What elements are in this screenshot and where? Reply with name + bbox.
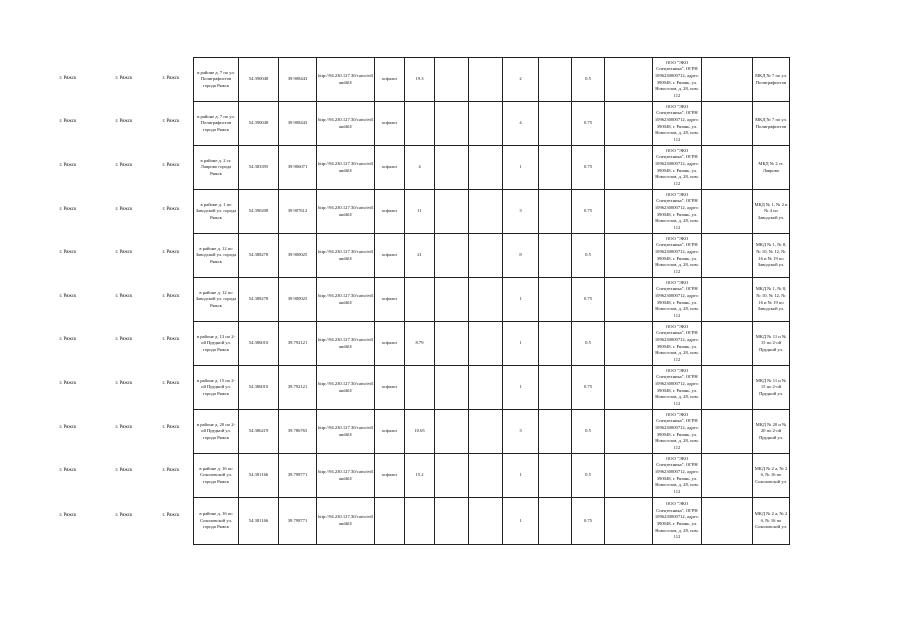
container-volume-cell: 0.5	[572, 322, 605, 366]
container-volume-cell: 0.5	[572, 454, 605, 498]
region-cell: г. Ряжск	[115, 293, 133, 299]
region-cell: г. Ряжск	[115, 75, 133, 81]
waste-source-cell: МКД № 1, № 2 и № 4 по Заводской ул.	[753, 190, 790, 234]
region-cell: г. Ряжск	[59, 293, 77, 299]
empty-cell	[702, 322, 753, 366]
container-count-cell: 1	[503, 366, 539, 410]
empty-cell	[539, 410, 572, 454]
empty-cell	[469, 58, 503, 102]
container-volume-cell: 0.75	[572, 146, 605, 190]
longitude-cell: 39.906071	[279, 146, 317, 190]
region-cell: г. Ряжск	[59, 119, 77, 125]
container-volume-cell: 0.75	[572, 190, 605, 234]
empty-cell	[435, 498, 469, 545]
surface-cell	[375, 498, 405, 545]
latitude-cell: 54.390048	[239, 102, 279, 146]
empty-cell	[469, 102, 503, 146]
container-count-cell: 1	[503, 146, 539, 190]
address-cell: в районе д. 2 ст. Лаврово города Ряжск	[194, 146, 239, 190]
container-volume-cell: 0.75	[572, 278, 605, 322]
surface-cell: асфальт	[375, 322, 405, 366]
table-row	[194, 102, 790, 146]
table-row	[194, 278, 790, 322]
longitude-cell: 39.907612	[279, 190, 317, 234]
empty-cell	[469, 454, 503, 498]
waste-source-cell: МКД № 1, № 8, № 10, № 12, № 16 и № 19 по Заводской ул.	[753, 234, 790, 278]
region-cell: г. Ряжск	[59, 75, 77, 81]
waste-source-cell: МКД № 1, № 8, № 10, № 12, № 16 и № 19 по Заводской ул.	[753, 278, 790, 322]
surface-cell: асфальт	[375, 410, 405, 454]
surface-cell: асфальт	[375, 278, 405, 322]
region-cell: г. Ряжск	[162, 293, 180, 299]
address-cell: в районе д. 7 по ул. Полиграфистов города Ряжск	[194, 58, 239, 102]
empty-cell	[435, 322, 469, 366]
owner-cell: ООО "ЭКО Спецтехника", ОГРН 1096230000712, адрес: 390048, г. Рязань, ул. Новоселов, д. 28, пом. 112	[653, 278, 702, 322]
table-row	[194, 366, 790, 410]
empty-cell	[539, 498, 572, 545]
area-cell: 11	[405, 190, 435, 234]
owner-cell: ООО "ЭКО Спецтехника", ОГРН 1096230000712, адрес: 390048, г. Рязань, ул. Новоселов, д. 28, пом. 112	[653, 498, 702, 545]
empty-cell	[702, 498, 753, 545]
map-link-cell: http://94.230.127.30/carto/edlandfill/	[317, 498, 375, 545]
container-count-cell: 1	[503, 278, 539, 322]
latitude-cell: 54.381166	[239, 498, 279, 545]
container-volume-cell: 0.5	[572, 410, 605, 454]
longitude-cell: 39.786765	[279, 410, 317, 454]
empty-cell	[605, 366, 653, 410]
waste-source-cell: МКД № 7 по ул. Полиграфистов	[753, 58, 790, 102]
longitude-cell: 39.792121	[279, 366, 317, 410]
empty-cell	[539, 58, 572, 102]
owner-cell: ООО "ЭКО Спецтехника", ОГРН 1096230000712, адрес: 390048, г. Рязань, ул. Новоселов, д. 28, пом. 112	[653, 146, 702, 190]
longitude-cell: 39.798771	[279, 454, 317, 498]
area-cell: 15.2	[405, 454, 435, 498]
longitude-cell: 39.900025	[279, 234, 317, 278]
address-cell: в районе д. 7 по ул. Полиграфистов города Ряжск	[194, 102, 239, 146]
container-count-cell: 1	[503, 498, 539, 545]
empty-cell	[435, 190, 469, 234]
empty-cell	[435, 410, 469, 454]
latitude-cell: 54.388278	[239, 234, 279, 278]
latitude-cell: 54.390208	[239, 190, 279, 234]
waste-source-cell: МКД № 11 и № 15 по 2-ой Прудной ул.	[753, 322, 790, 366]
empty-cell	[539, 102, 572, 146]
empty-cell	[469, 498, 503, 545]
container-volume-cell: 0.75	[572, 102, 605, 146]
empty-cell	[435, 234, 469, 278]
empty-cell	[435, 146, 469, 190]
table-row	[194, 498, 790, 545]
longitude-cell: 39.908443	[279, 102, 317, 146]
empty-cell	[702, 58, 753, 102]
region-cell: г. Ряжск	[59, 206, 77, 212]
table-row	[194, 190, 790, 234]
container-volume-cell: 0.5	[572, 234, 605, 278]
region-cell: г. Ряжск	[59, 381, 77, 386]
empty-cell	[702, 366, 753, 410]
empty-cell	[469, 190, 503, 234]
table-row	[194, 322, 790, 366]
empty-cell	[539, 322, 572, 366]
waste-source-cell: МКД № 2 ст. Лаврово	[753, 146, 790, 190]
empty-cell	[469, 146, 503, 190]
container-volume-cell: 0.75	[572, 366, 605, 410]
area-cell: 19.3	[405, 58, 435, 102]
region-cell: г. Ряжск	[162, 468, 180, 474]
surface-cell: асфальт	[375, 454, 405, 498]
table-row	[194, 146, 790, 190]
region-cell: г. Ряжск	[115, 381, 133, 386]
container-sites-table	[193, 57, 790, 545]
map-link-cell: http://94.230.127.30/carto/edlandfill/	[317, 146, 375, 190]
waste-source-cell: МКД № 11 и № 15 по 2-ой Прудной ул.	[753, 366, 790, 410]
empty-cell	[469, 322, 503, 366]
container-volume-cell: 0.5	[572, 58, 605, 102]
latitude-cell: 54.386010	[239, 322, 279, 366]
empty-cell	[605, 102, 653, 146]
table-row	[194, 410, 790, 454]
empty-cell	[435, 58, 469, 102]
region-cell: г. Ряжск	[59, 250, 77, 256]
empty-cell	[702, 278, 753, 322]
container-count-cell: 1	[503, 322, 539, 366]
empty-cell	[435, 454, 469, 498]
container-volume-cell: 0.75	[572, 498, 605, 545]
empty-cell	[469, 410, 503, 454]
surface-cell: асфальт	[375, 190, 405, 234]
address-cell: в районе д. 12 по Заводской ул. города Ряжск	[194, 278, 239, 322]
region-cell: г. Ряжск	[59, 424, 77, 430]
empty-cell	[539, 278, 572, 322]
empty-cell	[435, 102, 469, 146]
latitude-cell: 54.386010	[239, 366, 279, 410]
region-cell: г. Ряжск	[115, 163, 133, 168]
region-cell: г. Ряжск	[162, 337, 180, 343]
empty-cell	[702, 234, 753, 278]
owner-cell: ООО "ЭКО Спецтехника", ОГРН 1096230000712, адрес: 390048, г. Рязань, ул. Новоселов, д. 28, пом. 112	[653, 322, 702, 366]
map-link-cell: http://94.230.127.30/carto/edlandfill/	[317, 322, 375, 366]
map-link-cell: http://94.230.127.30/carto/edlandfill/	[317, 234, 375, 278]
empty-cell	[469, 366, 503, 410]
empty-cell	[702, 410, 753, 454]
area-cell: 8.79	[405, 322, 435, 366]
map-link-cell: http://94.230.127.30/carto/edlandfill/	[317, 190, 375, 234]
surface-cell: асфальт	[375, 146, 405, 190]
address-cell: в районе д. 16 по Соколовской ул. города Ряжск	[194, 498, 239, 545]
map-link-cell: http://94.230.127.30/carto/edlandfill/	[317, 366, 375, 410]
empty-cell	[539, 190, 572, 234]
table-row	[194, 234, 790, 278]
region-cell: г. Ряжск	[59, 513, 77, 519]
table-row	[194, 58, 790, 102]
region-cell: г. Ряжск	[115, 206, 133, 212]
region-cell: г. Ряжск	[115, 513, 133, 519]
region-cell: г. Ряжск	[162, 163, 180, 168]
address-cell: в районе д. 12 по Заводской ул. города Ряжск	[194, 234, 239, 278]
empty-cell	[435, 366, 469, 410]
region-cell: г. Ряжск	[162, 206, 180, 212]
region-cell: г. Ряжск	[115, 468, 133, 474]
container-count-cell: 8	[503, 234, 539, 278]
region-cell: г. Ряжск	[162, 513, 180, 519]
region-cell: г. Ряжск	[162, 75, 180, 81]
latitude-cell: 54.390048	[239, 58, 279, 102]
empty-cell	[702, 146, 753, 190]
region-cell: г. Ряжск	[115, 337, 133, 343]
owner-cell: ООО "ЭКО Спецтехника", ОГРН 1096230000712, адрес: 390048, г. Рязань, ул. Новоселов, д. 28, пом. 112	[653, 58, 702, 102]
region-cell: г. Ряжск	[115, 119, 133, 125]
table-row	[194, 454, 790, 498]
address-cell: в районе д. 16 по Соколовской ул. города Ряжск	[194, 454, 239, 498]
empty-cell	[605, 278, 653, 322]
empty-cell	[605, 498, 653, 545]
empty-cell	[605, 410, 653, 454]
owner-cell: ООО "ЭКО Спецтехника", ОГРН 1096230000712, адрес: 390048, г. Рязань, ул. Новоселов, д. 28, пом. 112	[653, 454, 702, 498]
owner-cell: ООО "ЭКО Спецтехника", ОГРН 1096230000712, адрес: 390048, г. Рязань, ул. Новоселов, д. 28, пом. 112	[653, 234, 702, 278]
surface-cell: асфальт	[375, 58, 405, 102]
surface-cell: асфальт	[375, 234, 405, 278]
empty-cell	[539, 146, 572, 190]
longitude-cell: 39.908443	[279, 58, 317, 102]
longitude-cell: 39.792121	[279, 322, 317, 366]
empty-cell	[539, 234, 572, 278]
latitude-cell: 54.381166	[239, 454, 279, 498]
container-count-cell: 3	[503, 410, 539, 454]
area-cell: 4	[405, 146, 435, 190]
container-count-cell: 1	[503, 454, 539, 498]
empty-cell	[702, 102, 753, 146]
region-cell: г. Ряжск	[162, 250, 180, 256]
map-link-cell: http://94.230.127.30/carto/edlandfill/	[317, 278, 375, 322]
owner-cell: ООО "ЭКО Спецтехника", ОГРН 1096230000712, адрес: 390048, г. Рязань, ул. Новоселов, д. 28, пом. 112	[653, 410, 702, 454]
area-cell	[405, 366, 435, 410]
region-cell: г. Ряжск	[59, 337, 77, 343]
map-link-cell: http://94.230.127.30/carto/edlandfill/	[317, 58, 375, 102]
area-cell	[405, 102, 435, 146]
map-link-cell: http://94.230.127.30/carto/edlandfill/	[317, 102, 375, 146]
waste-source-cell: МКД № 2 а, № 2 б, № 16 по Соколовской ул.	[753, 454, 790, 498]
region-cell: г. Ряжск	[162, 119, 180, 125]
surface-cell: асфальт	[375, 366, 405, 410]
region-cell: г. Ряжск	[162, 424, 180, 430]
empty-cell	[702, 190, 753, 234]
empty-cell	[605, 190, 653, 234]
area-cell	[405, 278, 435, 322]
address-cell: в районе д. 1 по Заводской ул. города Ряжск	[194, 190, 239, 234]
empty-cell	[605, 146, 653, 190]
region-cell: г. Ряжск	[59, 163, 77, 168]
longitude-cell: 39.798771	[279, 498, 317, 545]
latitude-cell: 54.383395	[239, 146, 279, 190]
empty-cell	[539, 454, 572, 498]
owner-cell: ООО "ЭКО Спецтехника", ОГРН 1096230000712, адрес: 390048, г. Рязань, ул. Новоселов, д. 28, пом. 112	[653, 102, 702, 146]
area-cell: 10.65	[405, 410, 435, 454]
empty-cell	[605, 322, 653, 366]
map-link-cell: http://94.230.127.30/carto/edlandfill/	[317, 454, 375, 498]
empty-cell	[702, 454, 753, 498]
address-cell: в районе д. 13 по 2-ой Прудной ул. города Ряжск	[194, 322, 239, 366]
owner-cell: ООО "ЭКО Спецтехника", ОГРН 1096230000712, адрес: 390048, г. Рязань, ул. Новоселов, д. 28, пом. 112	[653, 190, 702, 234]
longitude-cell: 39.900025	[279, 278, 317, 322]
empty-cell	[605, 454, 653, 498]
empty-cell	[605, 234, 653, 278]
container-count-cell: 2	[503, 58, 539, 102]
region-cell: г. Ряжск	[115, 250, 133, 256]
area-cell	[405, 498, 435, 545]
empty-cell	[469, 278, 503, 322]
region-cell: г. Ряжск	[115, 424, 133, 430]
waste-source-cell: МКД № 20 и № 20 по 2-ой Прудной ул.	[753, 410, 790, 454]
empty-cell	[435, 278, 469, 322]
latitude-cell: 54.386219	[239, 410, 279, 454]
surface-cell: асфальт	[375, 102, 405, 146]
region-cell: г. Ряжск	[162, 381, 180, 386]
empty-cell	[605, 58, 653, 102]
waste-source-cell: МКД № 7 по ул. Полиграфистов	[753, 102, 790, 146]
owner-cell: ООО "ЭКО Спецтехника", ОГРН 1096230000712, адрес: 390048, г. Рязань, ул. Новоселов, д. 28, пом. 112	[653, 366, 702, 410]
region-cell: г. Ряжск	[59, 468, 77, 474]
empty-cell	[539, 366, 572, 410]
container-count-cell: 3	[503, 190, 539, 234]
map-link-cell: http://94.230.127.30/carto/edlandfill/	[317, 410, 375, 454]
area-cell: 21	[405, 234, 435, 278]
container-count-cell: 4	[503, 102, 539, 146]
address-cell: в районе д. 15 по 2-ой Прудной ул. города Ряжск	[194, 366, 239, 410]
address-cell: в районе д. 20 по 2-ой Прудной ул. города Ряжск	[194, 410, 239, 454]
latitude-cell: 54.388278	[239, 278, 279, 322]
waste-source-cell: МКД № 2 а, № 2 б, № 16 по Соколовской ул.	[753, 498, 790, 545]
empty-cell	[469, 234, 503, 278]
